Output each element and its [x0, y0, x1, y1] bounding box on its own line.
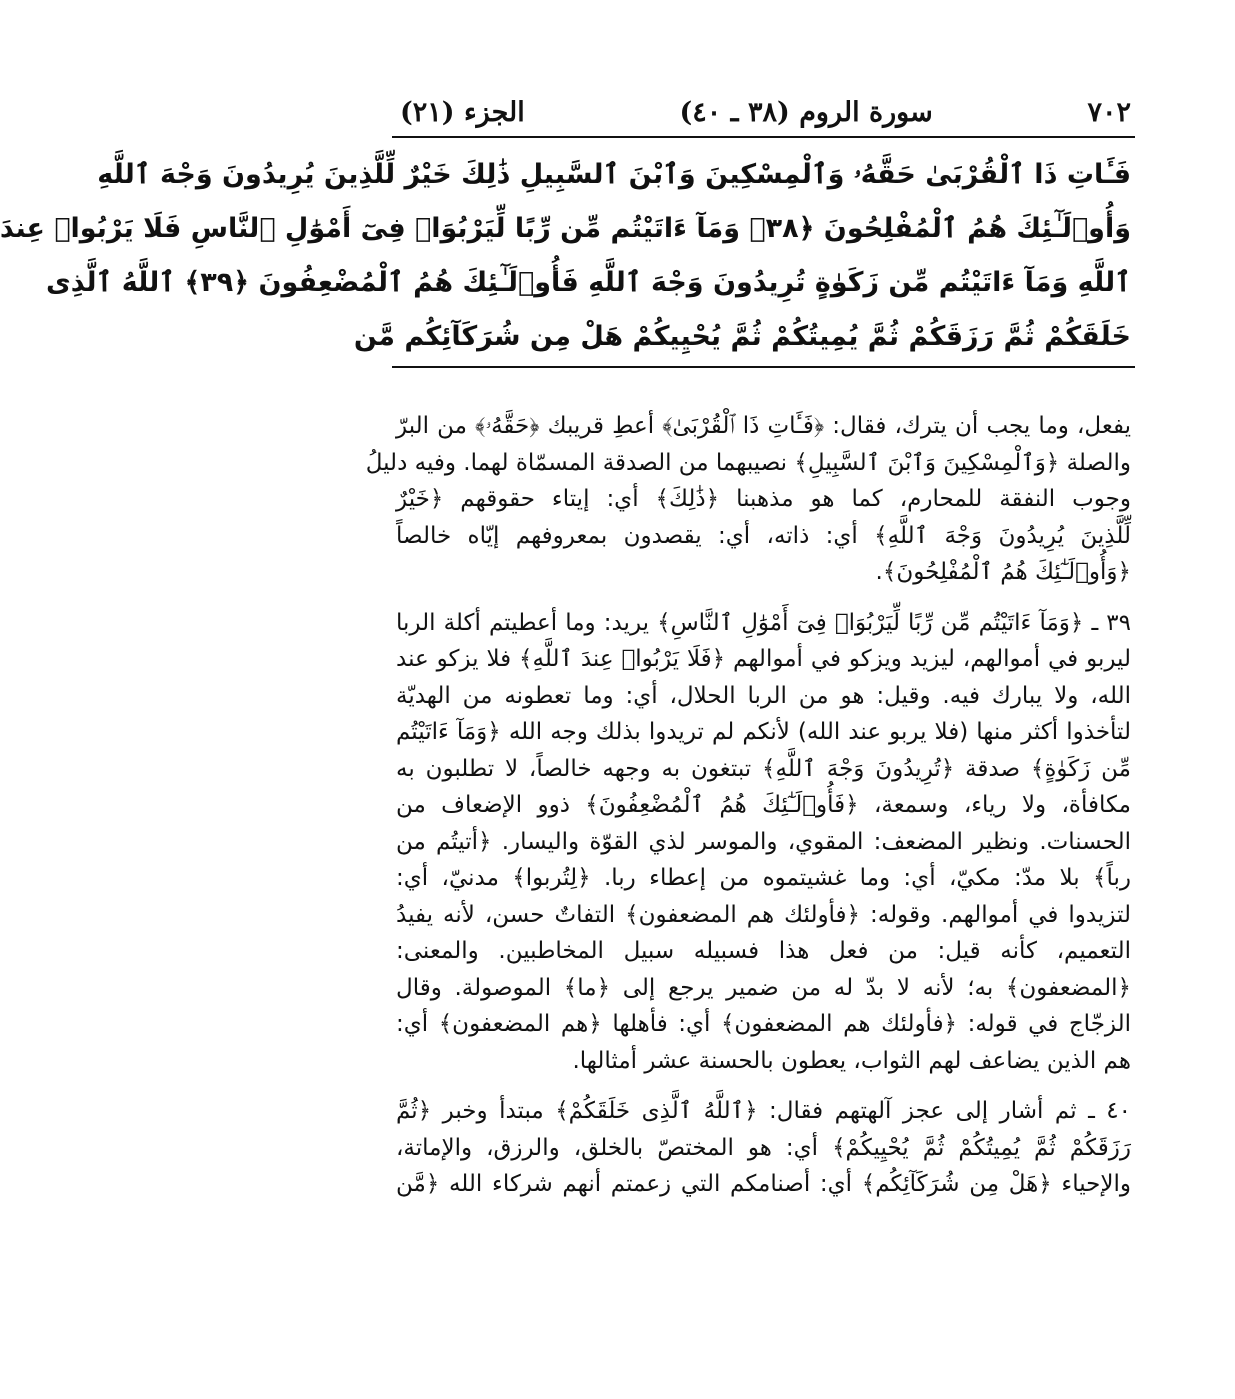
commentary-line: لتأخذوا أكثر منها (فلا يربو عند الله) لأنكم لم تريدوا بذلك وجه الله ﴿وَمَآ ءَاتَيْتُم [396, 719, 1131, 745]
commentary-line: ٣٩ ـ ﴿وَمَآ ءَاتَيْتُم مِّن رِّبًا لِّيَرْبُوَا۟ فِىٓ أَمْوَٰلِ ٱلنَّاسِ﴾ يريد: وما أعطيتم أكلة الربا [396, 609, 1131, 636]
commentary-block [365, 408, 1131, 1203]
commentary-line: والإحياء ﴿هَلْ مِن شُرَكَآئِكُم﴾ أي: أصنامكم التي زعمتم أنهم شركاء الله ﴿مَّن [396, 1171, 1131, 1197]
page-header [400, 92, 1131, 132]
commentary-line: ﴿وَأُو۟لَـٰٓئِكَ هُمُ ٱلْمُفْلِحُونَ﴾. [875, 559, 1131, 585]
quran-text-block [0, 148, 1131, 362]
header-divider [392, 136, 1135, 138]
commentary-line: يفعل، وما يجب أن يترك، فقال: ﴿فَـَٔاتِ ذَا ٱلْقُرْبَىٰ﴾ أعطِ قريبك ﴿حَقَّهُۥ﴾ من البرّ [396, 413, 1131, 439]
commentary-line: لتزيدوا في أموالهم. وقوله: ﴿فأولئك هم المضعفون﴾ التفاتٌ حسن، لأنه يفيدُ [396, 901, 1131, 928]
commentary-line: الله، ولا يبارك فيه. وقيل: هو من الربا الحلال، أي: وما تعطونه من الهديّة [396, 682, 1131, 709]
surah-title: سورة الروم (٣٨ ـ ٤٠) [679, 96, 933, 128]
commentary-line: هم الذين يضاعف لهم الثواب، يعطون بالحسنة عشر أمثالها. [572, 1047, 1131, 1074]
commentary-line: وجوب النفقة للمحارم، كما هو مذهبنا ﴿ذَٰلِكَ﴾ أي: إيتاء حقوقهم ﴿خَيْرٌ [396, 486, 1131, 512]
quran-divider [392, 366, 1135, 368]
quran-line: وَأُو۟لَـٰٓئِكَ هُمُ ٱلْمُفْلِحُونَ ﴿٣٨﴾ وَمَآ ءَاتَيْتُم مِّن رِّبًا لِّيَرْبُوَا۟ فِىٓ أَمْوَٰلِ ٱلنَّاسِ فَلَا يَرْبُوا۟ عِندَ [0, 213, 1131, 244]
quran-line: ٱللَّهِ وَمَآ ءَاتَيْتُم مِّن زَكَوٰةٍ تُرِيدُونَ وَجْهَ ٱللَّهِ فَأُو۟لَـٰٓئِكَ هُمُ ٱلْمُضْعِفُونَ ﴿٣٩﴾ ٱللَّهُ ٱلَّذِى [46, 267, 1131, 298]
commentary-paragraph-verse-39 [396, 605, 1131, 1080]
commentary-line: لِّلَّذِينَ يُرِيدُونَ وَجْهَ ٱللَّهِ﴾ أي: ذاته، أي: يقصدون بمعروفهم إيّاه خالصاً [396, 522, 1131, 549]
commentary-line: رباً﴾ بلا مدّ: مكيّ، أي: وما غشيتموه من إعطاء ربا. ﴿لِتُربوا﴾ مدنيّ، أي: [396, 865, 1131, 891]
commentary-line: التعميم، كأنه قيل: من فعل هذا فسبيله سبيل المخاطبين. والمعنى: [396, 938, 1131, 964]
commentary-line: ليربو في أموالهم، ليزيد ويزكو في أموالهم ﴿فَلَا يَرْبُوا۟ عِندَ ٱللَّهِ﴾ فلا يزكو عند [396, 646, 1131, 672]
commentary-line: ٤٠ ـ ثم أشار إلى عجز آلهتهم فقال: ﴿ٱللَّهُ ٱلَّذِى خَلَقَكُمْ﴾ مبتدأ وخبر ﴿ثُمَّ [396, 1098, 1131, 1124]
commentary-line: الزجّاج في قوله: ﴿فأولئك هم المضعفون﴾ أي: فأهلها ﴿هم المضعفون﴾ أي: [396, 1011, 1131, 1037]
quran-line: خَلَقَكُمْ ثُمَّ رَزَقَكُمْ ثُمَّ يُمِيتُكُمْ ثُمَّ يُحْيِيكُمْ هَلْ مِن شُرَكَآئِكُم مَّن [353, 321, 1131, 352]
commentary-line: مِّن زَكَوٰةٍ﴾ صدقة ﴿تُرِيدُونَ وَجْهَ ٱللَّهِ﴾ تبتغون به وجهه خالصاً، لا تطلبون به [396, 755, 1131, 782]
commentary-paragraph [365, 408, 1131, 591]
commentary-line: ﴿المضعفون﴾ به؛ لأنه لا بدّ له من ضمير يرجع إلى ﴿ما﴾ الموصولة. وقال [396, 974, 1131, 1001]
commentary-paragraph-verse-40 [396, 1093, 1131, 1203]
page-number: ٧٠٢ [1087, 96, 1131, 128]
quran-line: فَـَٔاتِ ذَا ٱلْقُرْبَىٰ حَقَّهُۥ وَٱلْمِسْكِينَ وَٱبْنَ ٱلسَّبِيلِ ذَٰلِكَ خَيْرٌ لِّلَّذِينَ يُرِيدُونَ وَجْهَ ٱللَّهِ [97, 159, 1131, 190]
commentary-line: الحسنات. ونظير المضعف: المقوي، والموسر لذي القوّة واليسار. ﴿أتيتُم من [396, 828, 1131, 855]
juz-label: الجزء (٢١) [400, 96, 525, 128]
commentary-line: والصلة ﴿وَٱلْمِسْكِينَ وَٱبْنَ ٱلسَّبِيلِ﴾ نصيبهما من الصدقة المسمّاة لهما. وفيه دليلُ [365, 449, 1131, 476]
commentary-line: مكافأة، ولا رياء، وسمعة، ﴿فَأُو۟لَـٰٓئِكَ هُمُ ٱلْمُضْعِفُونَ﴾ ذوو الإضعاف من [396, 792, 1131, 818]
commentary-line: رَزَقَكُمْ ثُمَّ يُمِيتُكُمْ ثُمَّ يُحْيِيكُمْ﴾ أي: هو المختصّ بالخلق، والرزق، والإماتة، [396, 1134, 1131, 1161]
